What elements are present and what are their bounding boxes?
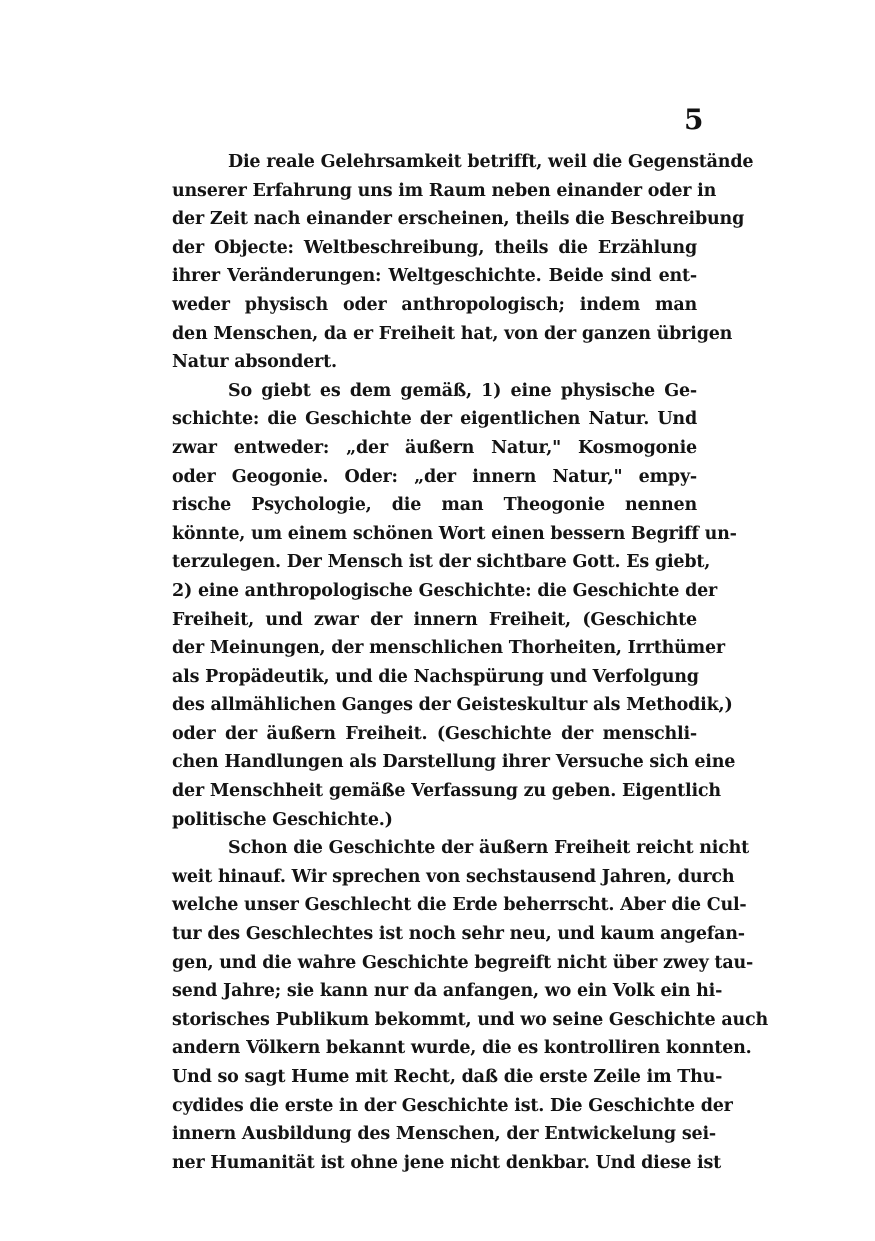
text-line: politische Geschichte.) [172,809,393,830]
body-text [172,148,769,1177]
text-line: storisches Publikum bekommt, und wo seine Geschichte auch [172,1009,769,1030]
text-line: oder der äußern Freiheit. (Geschichte der menschli- [172,723,697,744]
text-line: den Menschen, da er Freiheit hat, von der ganzen übrigen [172,323,733,344]
text-line: send Jahre; sie kann nur da anfangen, wo ein Volk ein hi- [172,981,723,1002]
text-line: weder physisch oder anthropologisch; indem man [172,294,697,315]
text-line: zwar entweder: „der äußern Natur," Kosmogonie [172,437,697,458]
text-line: chen Handlungen als Darstellung ihrer Versuche sich eine [172,752,736,773]
text-line: ihrer Veränderungen: Weltgeschichte. Beide sind ent- [172,266,697,287]
page-number: 5 [684,103,704,136]
text-line: weit hinauf. Wir sprechen von sechstausend Jahren, durch [172,866,735,887]
text-line: Und so sagt Hume mit Recht, daß die erste Zeile im Thu- [172,1067,723,1087]
text-line: schichte: die Geschichte der eigentlichen Natur. Und [172,409,697,430]
text-line: tur des Geschlechtes ist noch sehr neu, und kaum angefan- [172,924,745,945]
text-line: der Meinungen, der menschlichen Thorheiten, Irrthümer [172,638,725,659]
text-line: als Propädeutik, und die Nachspürung und Verfolgung [172,666,699,687]
text-line: gen, und die wahre Geschichte begreift nicht über zwey tau- [172,952,754,973]
text-line: cydides die erste in der Geschichte ist. Die Geschichte der [172,1095,733,1116]
text-line: Freiheit, und zwar der innern Freiheit, (Geschichte [172,609,697,630]
text-line: der Objecte: Weltbeschreibung, theils die Erzählung [172,237,697,258]
text-line: der Menschheit gemäße Verfassung zu geben. Eigentlich [172,781,721,802]
text-line: So giebt es dem gemäß, 1) eine physische Ge- [228,380,697,401]
text-line: innern Ausbildung des Menschen, der Entwickelung sei- [172,1124,716,1145]
text-line: terzulegen. Der Mensch ist der sichtbare Gott. Es giebt, [172,552,711,573]
text-line: welche unser Geschlecht die Erde beherrscht. Aber die Cul- [172,895,747,916]
text-line: andern Völkern bekannt wurde, die es kontrolliren konnten. [172,1038,752,1059]
text-line: 2) eine anthropologische Geschichte: die Geschichte der [172,580,718,601]
text-line: ner Humanität ist ohne jene nicht denkbar. Und diese ist [172,1152,722,1173]
text-line: Natur absondert. [172,352,337,373]
text-line: unserer Erfahrung uns im Raum neben einander oder in [172,180,717,201]
text-line: rische Psychologie, die man Theogonie nennen [172,495,697,516]
text-line: Die reale Gelehrsamkeit betrifft, weil die Gegenstände [228,152,754,172]
text-line: Schon die Geschichte der äußern Freiheit reicht nicht [228,838,750,859]
text-line: oder Geogonie. Oder: „der innern Natur," empy- [172,466,697,487]
text-line: der Zeit nach einander erscheinen, theils die Beschreibung [172,209,745,230]
text-line: könnte, um einem schönen Wort einen bessern Begriff un- [172,523,737,544]
text-line: des allmählichen Ganges der Geisteskultur als Methodik,) [172,695,733,716]
